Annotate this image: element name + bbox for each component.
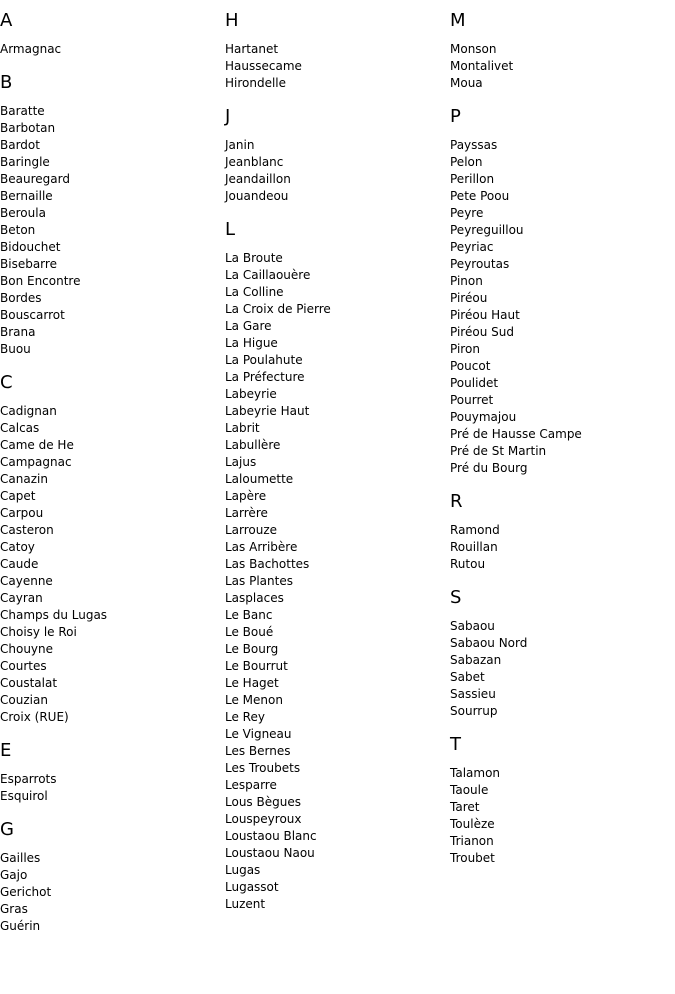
street-name: Baratte: [0, 104, 45, 118]
street-name: Coustalat: [0, 676, 58, 690]
street-name: Barbotan: [0, 121, 56, 135]
street-name: Haussecame: [225, 59, 302, 73]
street-name: Sabazan: [450, 653, 502, 667]
street-name: Carpou: [0, 506, 44, 520]
letter-heading: H: [225, 10, 239, 31]
street-name: Peyroutas: [450, 257, 510, 271]
street-name: Le Boué: [225, 625, 274, 639]
street-name: La Caillaouère: [225, 268, 311, 282]
street-list: [0, 850, 225, 935]
letter-heading: P: [450, 106, 461, 127]
street-name: Lapère: [225, 489, 267, 503]
street-name: Las Bachottes: [225, 557, 310, 571]
street-name: Gajo: [0, 868, 28, 882]
street-name: Poucot: [450, 359, 491, 373]
street-name: Pré de Hausse Campe: [450, 427, 582, 441]
street-name: Baringle: [0, 155, 50, 169]
street-name: Labeyrie: [225, 387, 277, 401]
letter-heading: C: [0, 372, 13, 393]
street-name: Piréou: [450, 291, 488, 305]
street-name: La Colline: [225, 285, 284, 299]
street-name: Gailles: [0, 851, 41, 865]
street-name: La Gare: [225, 319, 272, 333]
street-name: La Préfecture: [225, 370, 305, 384]
street-name: Ramond: [450, 523, 500, 537]
street-name: Loustaou Naou: [225, 846, 315, 860]
street-name: Poulidet: [450, 376, 499, 390]
street-name: Brana: [0, 325, 36, 339]
letter-heading: R: [450, 491, 463, 512]
street-list: [0, 403, 225, 726]
street-name: Peyreguillou: [450, 223, 524, 237]
street-name: Louspeyroux: [225, 812, 302, 826]
street-name: Peyre: [450, 206, 484, 220]
street-name: Sassieu: [450, 687, 496, 701]
street-name: La Higue: [225, 336, 278, 350]
street-name: Chouyne: [0, 642, 54, 656]
street-name: Bisebarre: [0, 257, 57, 271]
street-name: Lasplaces: [225, 591, 284, 605]
letter-group-a: [0, 10, 225, 58]
street-name: Peyriac: [450, 240, 494, 254]
street-name: La Poulahute: [225, 353, 303, 367]
street-name: Hartanet: [225, 42, 279, 56]
street-name: Esquirol: [0, 789, 48, 803]
street-name: Guérin: [0, 919, 41, 933]
street-name: Came de He: [0, 438, 74, 452]
street-name: Las Plantes: [225, 574, 293, 588]
street-name: Talamon: [450, 766, 501, 780]
street-list: [450, 618, 675, 720]
street-name: Lugas: [225, 863, 261, 877]
letter-group-e: [0, 740, 225, 805]
street-list: [450, 137, 675, 477]
street-name: Sabaou: [450, 619, 495, 633]
street-name: Les Troubets: [225, 761, 301, 775]
index-column-1: [0, 0, 225, 935]
street-name: Labullère: [225, 438, 281, 452]
street-list: [0, 771, 225, 805]
street-name: Pinon: [450, 274, 483, 288]
street-name: Sabet: [450, 670, 485, 684]
street-name: Pourret: [450, 393, 494, 407]
street-name: Le Banc: [225, 608, 273, 622]
street-name: Bon Encontre: [0, 274, 81, 288]
street-name: Beroula: [0, 206, 46, 220]
street-name: Bouscarrot: [0, 308, 65, 322]
letter-group-g: [0, 819, 225, 935]
street-name: Esparrots: [0, 772, 57, 786]
street-name: Lous Bègues: [225, 795, 301, 809]
street-name: Laloumette: [225, 472, 294, 486]
street-name: Rouillan: [450, 540, 498, 554]
street-name: Janin: [225, 138, 255, 152]
street-name: Hirondelle: [225, 76, 287, 90]
index-column-3: [450, 0, 675, 867]
letter-heading: J: [225, 106, 231, 127]
street-name: Beton: [0, 223, 36, 237]
street-name: Larrère: [225, 506, 268, 520]
street-name: Lajus: [225, 455, 257, 469]
street-name: Loustaou Blanc: [225, 829, 317, 843]
letter-group-h: [225, 10, 450, 92]
street-name: Catoy: [0, 540, 35, 554]
street-name: Jouandeou: [225, 189, 289, 203]
letter-group-s: [450, 587, 675, 720]
street-name: Rutou: [450, 557, 486, 571]
street-name: Labrit: [225, 421, 260, 435]
letter-group-p: [450, 106, 675, 477]
street-name: Sourrup: [450, 704, 498, 718]
street-name: Montalivet: [450, 59, 514, 73]
street-list: [225, 250, 450, 913]
street-name: Buou: [0, 342, 31, 356]
street-name: Gras: [0, 902, 28, 916]
street-name: Le Bourg: [225, 642, 279, 656]
street-name: Labeyrie Haut: [225, 404, 310, 418]
street-name: Cayran: [0, 591, 43, 605]
street-name: Bidouchet: [0, 240, 61, 254]
street-name: Le Vigneau: [225, 727, 292, 741]
street-name: Choisy le Roi: [0, 625, 77, 639]
street-list: [225, 41, 450, 92]
street-name: Croix (RUE): [0, 710, 69, 724]
street-name: Armagnac: [0, 42, 62, 56]
street-name: Bernaille: [0, 189, 53, 203]
letter-group-c: [0, 372, 225, 726]
letter-group-l: [225, 219, 450, 913]
street-name: Cadignan: [0, 404, 57, 418]
street-name: Le Rey: [225, 710, 265, 724]
street-name: Pré du Bourg: [450, 461, 528, 475]
street-name: Calcas: [0, 421, 40, 435]
street-name: Campagnac: [0, 455, 72, 469]
street-name: Moua: [450, 76, 483, 90]
street-name: Le Bourrut: [225, 659, 288, 673]
letter-group-t: [450, 734, 675, 867]
street-name: Jeandaillon: [225, 172, 291, 186]
street-name: Lugassot: [225, 880, 279, 894]
index-column-2: [225, 0, 450, 913]
street-name: Piréou Haut: [450, 308, 520, 322]
street-name: Champs du Lugas: [0, 608, 108, 622]
street-name: La Croix de Pierre: [225, 302, 331, 316]
letter-heading: T: [450, 734, 461, 755]
street-list: [225, 137, 450, 205]
street-list: [450, 41, 675, 92]
street-name: Gerichot: [0, 885, 52, 899]
street-name: Pelon: [450, 155, 483, 169]
street-name: Pouymajou: [450, 410, 517, 424]
street-name: Piréou Sud: [450, 325, 514, 339]
letter-group-j: [225, 106, 450, 205]
letter-heading: L: [225, 219, 236, 240]
letter-heading: E: [0, 740, 12, 761]
street-name: Troubet: [450, 851, 495, 865]
street-name: Monson: [450, 42, 497, 56]
street-name: Toulèze: [450, 817, 495, 831]
street-name: Le Menon: [225, 693, 283, 707]
letter-group-m: [450, 10, 675, 92]
street-name: Pete Poou: [450, 189, 510, 203]
street-name: Les Bernes: [225, 744, 291, 758]
street-name: Le Haget: [225, 676, 279, 690]
street-name: Courtes: [0, 659, 47, 673]
street-list: [450, 765, 675, 867]
street-name: Trianon: [450, 834, 494, 848]
street-name: Perillon: [450, 172, 495, 186]
letter-heading: B: [0, 72, 13, 93]
street-name: Taret: [450, 800, 480, 814]
street-list: [450, 522, 675, 573]
street-name: Lesparre: [225, 778, 277, 792]
street-name: Canazin: [0, 472, 48, 486]
letter-group-b: [0, 72, 225, 358]
letter-group-r: [450, 491, 675, 573]
street-name: Sabaou Nord: [450, 636, 528, 650]
street-name: Capet: [0, 489, 36, 503]
street-name: La Broute: [225, 251, 283, 265]
street-name: Luzent: [225, 897, 266, 911]
street-name: Pré de St Martin: [450, 444, 547, 458]
street-name: Beauregard: [0, 172, 70, 186]
street-name: Caude: [0, 557, 39, 571]
street-name: Casteron: [0, 523, 54, 537]
letter-heading: G: [0, 819, 14, 840]
street-name: Couzian: [0, 693, 48, 707]
street-name: Piron: [450, 342, 480, 356]
street-name: Payssas: [450, 138, 498, 152]
street-name: Cayenne: [0, 574, 53, 588]
letter-heading: M: [450, 10, 466, 31]
street-list: [0, 103, 225, 358]
letter-heading: S: [450, 587, 462, 608]
street-name: Las Arribère: [225, 540, 298, 554]
letter-heading: A: [0, 10, 13, 31]
street-list: [0, 41, 225, 58]
street-name: Taoule: [450, 783, 489, 797]
street-name: Bardot: [0, 138, 40, 152]
street-name: Jeanblanc: [225, 155, 284, 169]
street-name: Bordes: [0, 291, 42, 305]
street-name: Larrouze: [225, 523, 278, 537]
